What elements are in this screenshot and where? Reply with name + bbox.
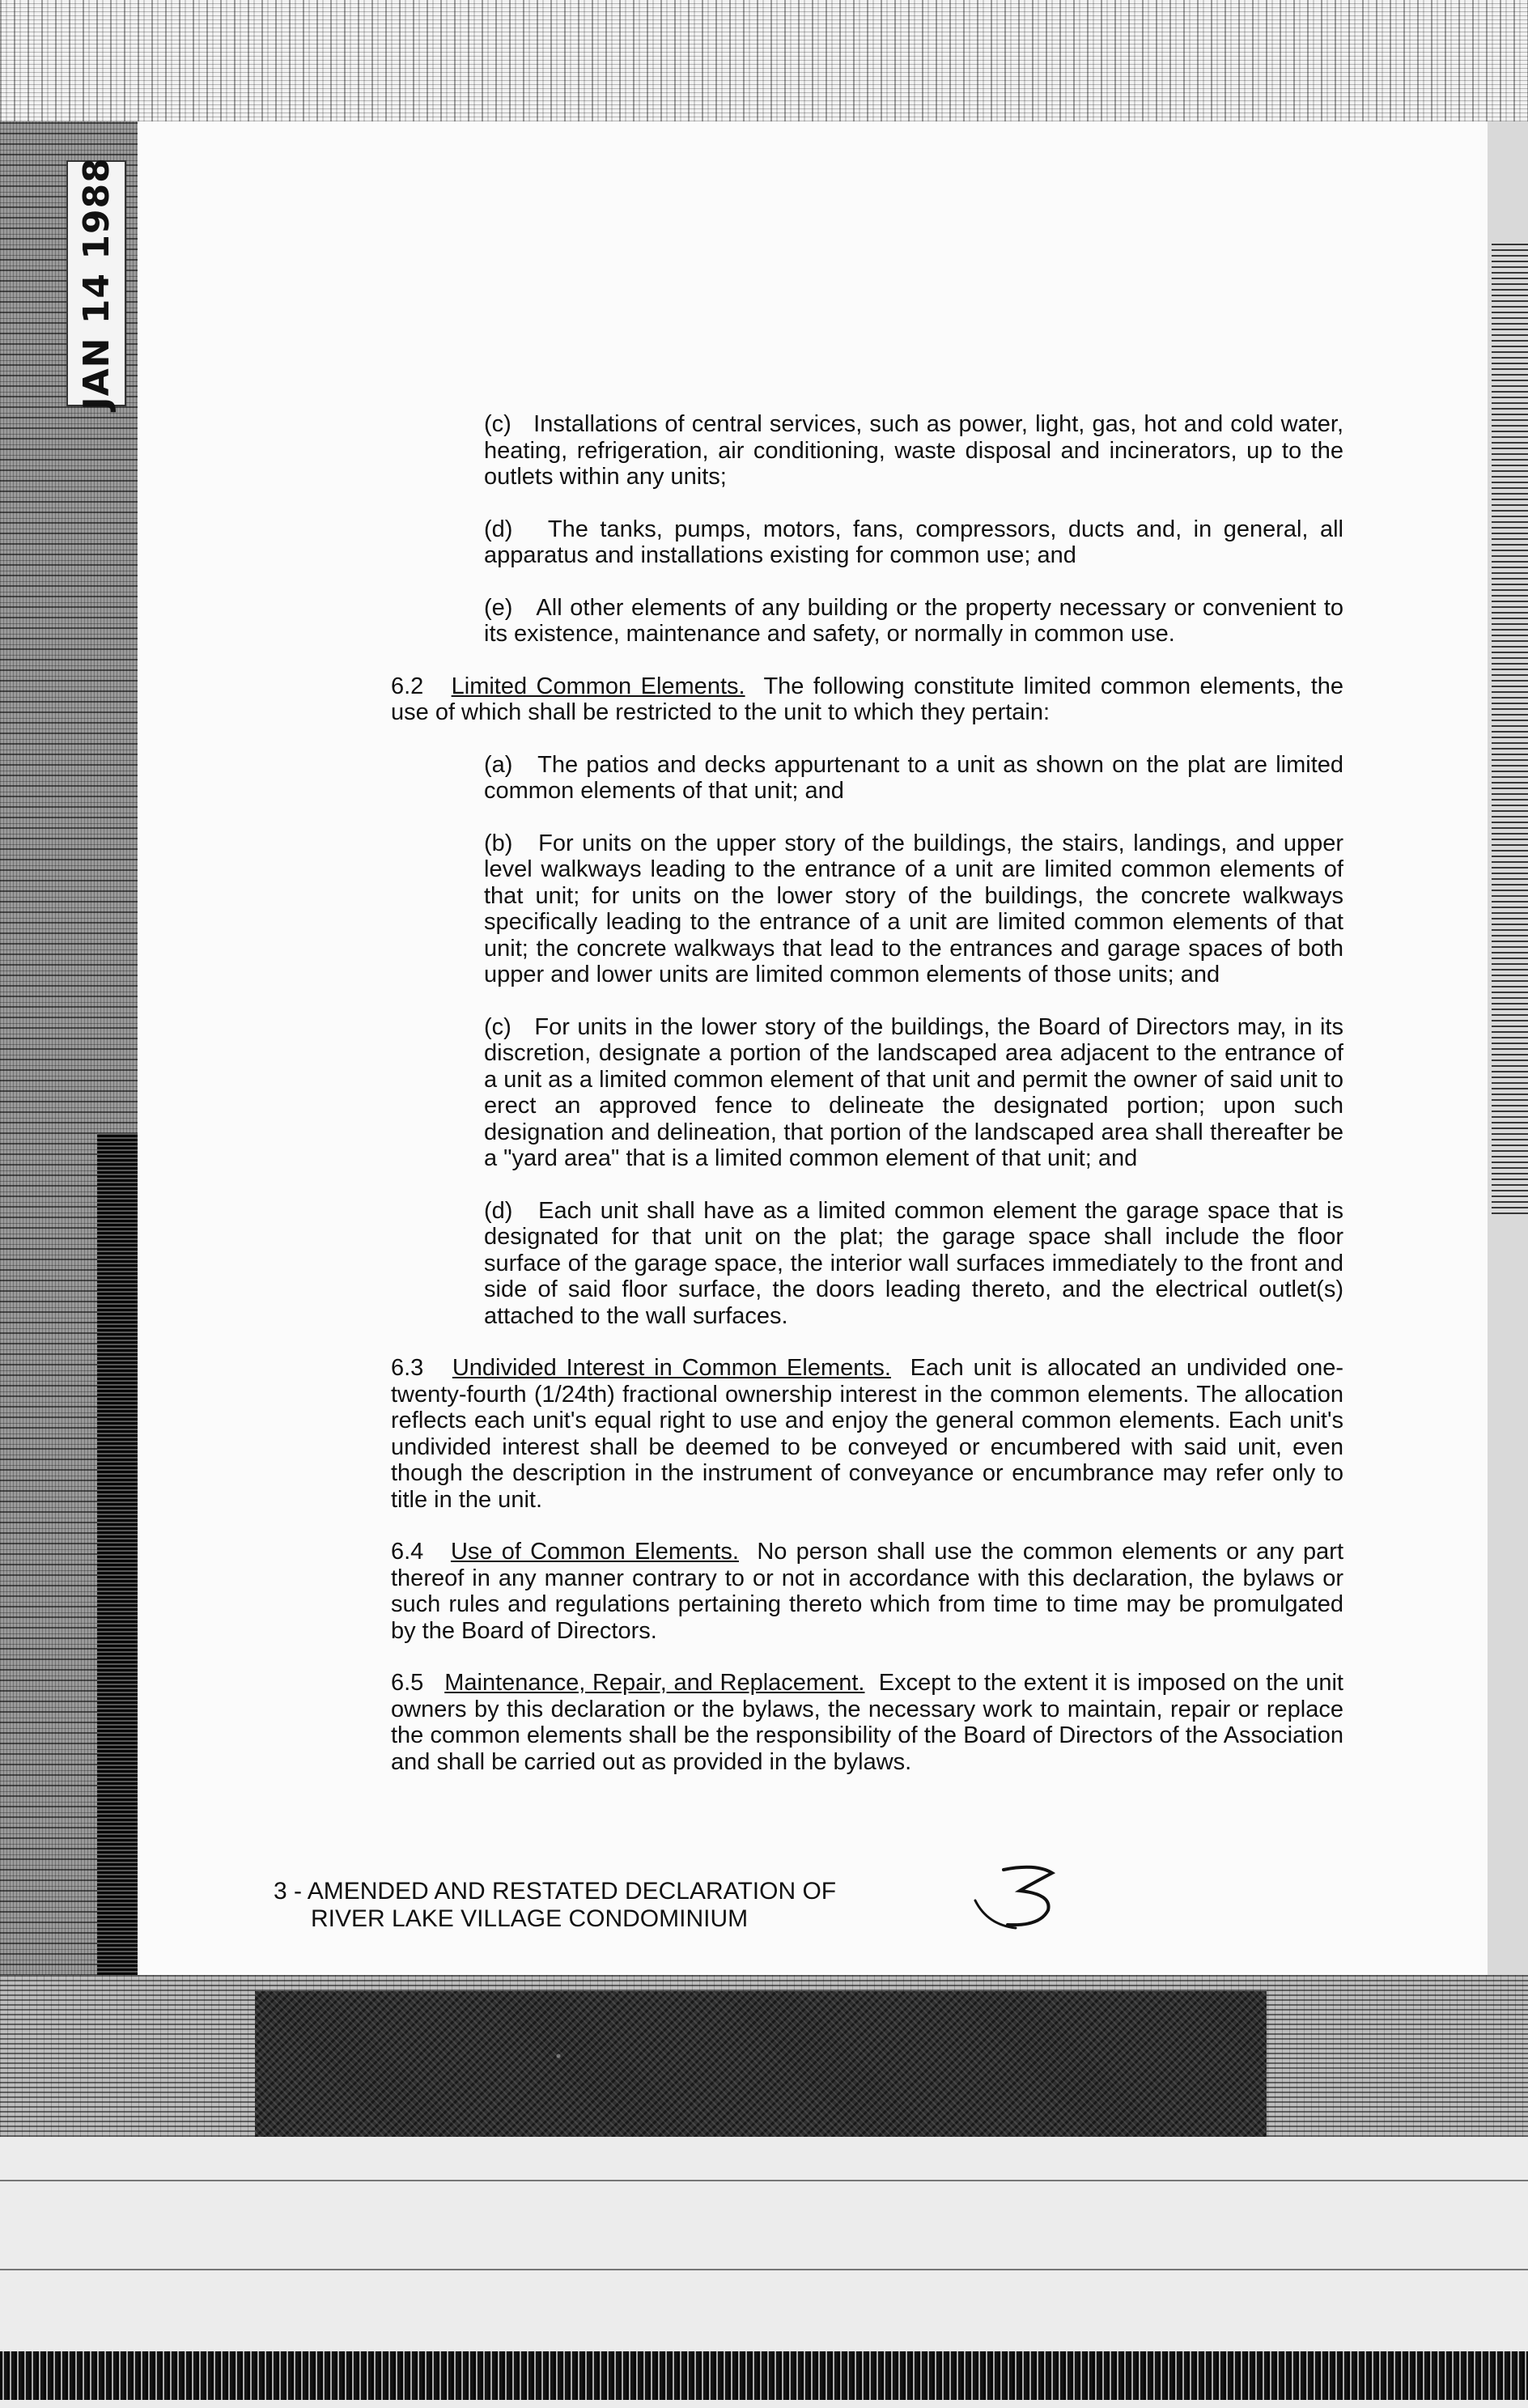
clause-d-apparatus: (d) The tanks, pumps, motors, fans, compressors, ducts and, in general, all apparatus and installations existing for common use; and [484,516,1343,568]
clause-c-central-services: (c) Installations of central services, such as power, light, gas, hot and cold water, heating, refrigeration, air conditioning, waste disposal and incinerators, up to the outlets within any units; [484,411,1343,490]
clause-b-upper-story: (b) For units on the upper story of the buildings, the stairs, landings, and upper level walkways leading to the entrance of a unit are limited common elements of that unit; for units on the lower story of the buildings, the concrete walkways specifically leading to the entrance of a unit are limited common elements of that unit; the concrete walkways that lead to the entrances and garage spaces of both upper and lower units are limited common elements of those units; and [484,830,1343,987]
section-6-4-heading: Use of Common Elements. [450,1539,739,1565]
clause-c-lower-story: (c) For units in the lower story of the buildings, the Board of Directors may, in its discretion, designate a portion of the landscaped area adjacent to the entrance of a unit as a limited common element of that unit and permit the owner of said unit to erect an approved fence to delineate the designated portion; upon such designation and delineation, that portion of the landscaped area shall thereafter be a "yard area" that is a limited common element of that unit; and [484,1013,1343,1171]
page-footer [274,1878,836,1933]
scan-noise-foot-dark [0,2351,1528,2400]
scan-noise-top [0,0,1528,121]
date-stamp [66,156,126,410]
scan-noise-bottom-block [255,1991,1267,2153]
section-6-2: 6.2 Limited Common Elements. The following constitute limited common elements, the use of which shall be restricted to the unit to which they pertain: [391,673,1344,725]
date-stamp-text: JAN 14 1988 [75,156,117,410]
section-6-2-heading: Limited Common Elements. [451,673,745,699]
handwritten-page-number [971,1862,1076,1934]
clause-d-garage-space: (d) Each unit shall have as a limited common element the garage space that is designated for that unit on the plat; the garage space shall include the floor surface of the garage space, the interior wall surfaces immediately to the front and side of said floor surface, the doors leading thereto, and the electrical outlet(s) attached to the wall surfaces. [484,1197,1343,1329]
footer-line-2: RIVER LAKE VILLAGE CONDOMINIUM [311,1905,749,1932]
section-6-3: 6.3 Undivided Interest in Common Elements. Each unit is allocated an undivided one-twenty-fourth (1/24th) fractional ownership interest in the common elements. The allocation reflects each unit's equal right to use and enjoy the general common elements. Each unit's undivided interest shall be deemed to be conveyed or encumbered with said unit, even though the description in the instrument of conveyance or encumbrance may refer only to title in the unit. [391,1355,1343,1513]
section-6-5-heading: Maintenance, Repair, and Replacement. [444,1670,865,1696]
section-6-5: 6.5 Maintenance, Repair, and Replacement. Except to the extent it is imposed on the unit owners by this declaration or the bylaws, the necessary work to maintain, repair or replace the common elements shall be the responsibility of the Board of Directors of the Association and shall be carried out as provided in the bylaws. [391,1670,1343,1775]
scan-noise-right [1492,243,1528,1214]
document-body [290,411,1343,1801]
section-6-3-heading: Undivided Interest in Common Elements. [452,1355,891,1381]
clause-e-other-elements: (e) All other elements of any building or the property necessary or convenient to its existence, maintenance and safety, or normally in common use. [484,594,1344,647]
footer-line-1: 3 - AMENDED AND RESTATED DECLARATION OF [274,1878,837,1905]
section-6-4: 6.4 Use of Common Elements. No person shall use the common elements or any part thereof in any manner contrary to or not in accordance with this declaration, the bylaws or such rules and regulations pertaining thereto which from time to time may be promulgated by the Board of Directors. [391,1539,1344,1644]
scan-noise-left-dark [97,1133,138,1983]
clause-a-patios: (a) The patios and decks appurtenant to a unit as shown on the plat are limited common elements of that unit; and [484,751,1344,804]
